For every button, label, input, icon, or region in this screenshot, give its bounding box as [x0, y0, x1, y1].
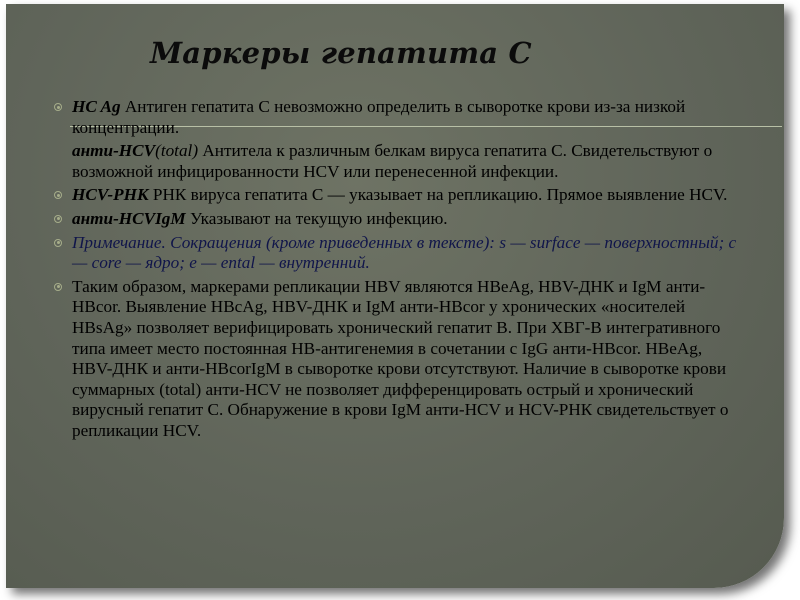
list-item-note: [54, 233, 744, 274]
slide-title: Маркеры гепатита С: [150, 36, 532, 70]
ring-bullet-icon: [54, 191, 62, 199]
list-item-summary: [54, 277, 744, 442]
list-item-anti-hcv-igm: [54, 209, 744, 230]
item-text: Антиген гепатита С невозможно определить в сыворотке крови из-за низкой концентрации.: [72, 97, 686, 137]
item-text: Указывают на текущую инфекцию.: [185, 208, 448, 228]
ring-bullet-icon: [54, 239, 62, 247]
summary-text: Таким образом, маркерами репликации HBV являются HBeAg, HBV-ДНК и IgM анти-HBcor. Выявление HBcAg, HBV-ДНК и IgM анти-HBcor у хронических «носителей HBsAg» позволяет верифицировать хронический гепатит В. При ХВГ-В интегративного типа имеет место постоянная HB-антигенемия в сочетании с IgG анти-HBcor. HBeAg, HBV-ДНК и анти-HBcorIgM в сыворотке крови отсутствуют. Наличие в сыворотке крови суммарных (total) анти-HCV не позволяет дифференцировать острый и хронический вирусный гепатит С. Обнаружение в крови IgM анти-HCV и HCV-РНК свидетельствует о репликации HCV.: [72, 276, 729, 440]
ring-bullet-icon: [54, 215, 62, 223]
ring-bullet-icon: [54, 283, 62, 291]
term-anti-hcv-suffix: (total): [155, 141, 199, 161]
term-hc-ag: HC Ag: [72, 97, 121, 116]
item-text: Антитела к различным белкам вируса гепатита С. Свидетельствуют о возможной инфицированности HCV или перенесенной инфекции.: [72, 141, 713, 181]
term-hcv-rna: HCV-РНК: [72, 185, 149, 205]
list-item-hcv-rna: [54, 185, 744, 206]
item-text: РНК вируса гепатита С — указывает на репликацию. Прямое выявление HCV.: [148, 185, 728, 205]
ring-bullet-icon: [54, 103, 62, 111]
abbreviation-note: Примечание. Сокращения (кроме приведенных в тексте): s — surface — поверхностный; с — core — ядро; е — ental — внутренний.: [72, 232, 737, 273]
list-item-hc-ag: [54, 97, 744, 138]
term-anti-hcv: анти-HCV: [72, 141, 156, 161]
term-anti-hcv-igm: анти-HCVIgM: [72, 208, 186, 228]
slide-content: [54, 97, 744, 442]
list-item-anti-hcv: [54, 141, 744, 182]
